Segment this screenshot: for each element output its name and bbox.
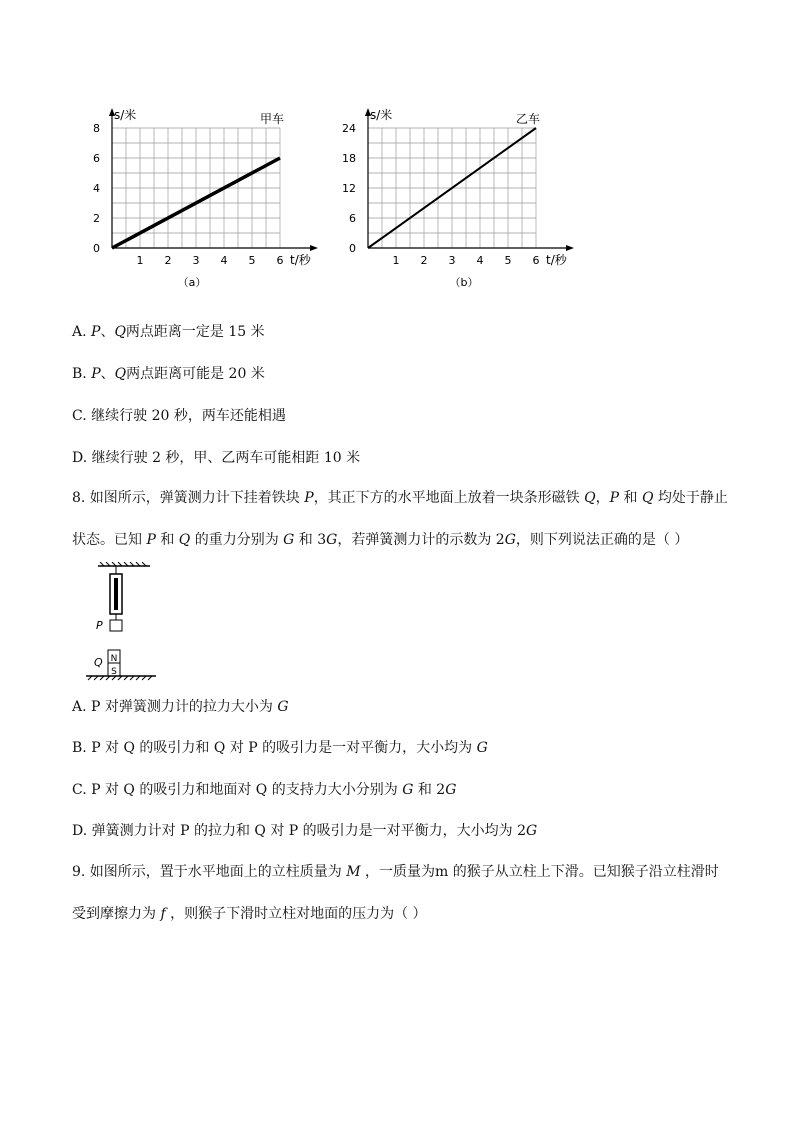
q7-option-c: C. 继续行驶 20 秒，两车还能相遇 xyxy=(72,408,286,424)
q8-option-d xyxy=(72,821,537,841)
magnet-s-label: S xyxy=(111,667,117,677)
q8-l1-t4: 和 xyxy=(619,490,642,506)
chart-a-title: 甲车 xyxy=(260,112,285,126)
q8-stem-line2 xyxy=(72,530,688,550)
q9-stem-line1 xyxy=(72,862,719,882)
q9-stem-line2 xyxy=(72,904,427,924)
q8-l2-t1: 状态。已知 xyxy=(72,532,147,548)
q8-l1-t5: 均处于静止 xyxy=(653,490,728,506)
q9-l1-m: M xyxy=(346,864,361,880)
q8-l2-t2: 和 xyxy=(155,532,179,548)
q8-l2-q: Q xyxy=(178,532,191,548)
x-tick-label: 6 xyxy=(532,254,540,267)
x-tick-label: 4 xyxy=(476,254,484,267)
chart-a-ticks xyxy=(93,122,284,267)
chart-b-caption: （b） xyxy=(449,276,479,289)
x-tick-label: 4 xyxy=(220,254,228,267)
q7-a-text: 两点距离一定是 15 米 xyxy=(125,324,265,340)
x-axis-arrow xyxy=(310,245,318,251)
q8-l1-p: P xyxy=(304,490,314,506)
y-tick-label: 12 xyxy=(342,182,356,195)
q7-b-p: P xyxy=(91,366,101,382)
q9-l1-t2: ，一质量为m 的猴子从立柱上下滑。已知猴子沿立柱滑时 xyxy=(360,864,719,880)
x-axis-arrow xyxy=(566,245,574,251)
x-tick-label: 3 xyxy=(448,254,456,267)
q8-d-text: D. 弹簧测力计对 P 的拉力和 Q 对 P 的吸引力是一对平衡力，大小均为 2 xyxy=(72,823,527,839)
q8-l1-t2: ，其正下方的水平地面上放着一块条形磁铁 xyxy=(313,490,585,506)
q7-a-sep: 、 xyxy=(100,324,115,340)
q8-l1-t1: 8. 如图所示，弹簧测力计下挂着铁块 xyxy=(72,490,305,506)
q7-b-q: Q xyxy=(114,366,127,382)
x-tick-label: 1 xyxy=(136,254,144,267)
label-p: P xyxy=(96,619,103,632)
x-tick-label: 6 xyxy=(276,254,284,267)
q9-l2-t1: 受到摩擦力为 xyxy=(72,906,161,922)
y-tick-label: 4 xyxy=(93,182,100,195)
q8-l1-q2: Q xyxy=(641,490,654,506)
q9-l2-f: f xyxy=(160,906,166,922)
y-tick-label: 6 xyxy=(93,152,100,165)
y-tick-label: 18 xyxy=(342,152,356,165)
x-tick-label: 2 xyxy=(420,254,428,267)
q8-b-g: G xyxy=(476,740,488,756)
x-tick-label: 5 xyxy=(248,254,256,267)
q8-stem-line1 xyxy=(72,488,728,508)
q8-l2-g2: G xyxy=(326,532,338,548)
q8-l1-t3: ， xyxy=(595,490,610,506)
q7-a-q: Q xyxy=(114,324,126,340)
q8-c-g2: G xyxy=(445,782,457,798)
y-tick-label: 2 xyxy=(93,212,100,225)
q7-b-sep: 、 xyxy=(100,366,115,382)
q8-l1-q: Q xyxy=(584,490,596,506)
q7-a-p: P xyxy=(91,324,101,340)
q9-l2-t2: ，则猴子下滑时立柱对地面的压力为（ ） xyxy=(165,906,427,922)
chart-a-axes xyxy=(109,108,318,251)
chart-a-caption: （a） xyxy=(177,276,207,289)
q7-option-d: D. 继续行驶 2 秒，甲、乙两车可能相距 10 米 xyxy=(72,450,361,466)
q7-b-text: 两点距离可能是 20 米 xyxy=(126,366,265,382)
q8-l2-t6: ，则下列说法正确的是（ ） xyxy=(515,532,689,548)
iron-block-p xyxy=(110,620,122,631)
x-tick-label: 3 xyxy=(192,254,200,267)
label-q: Q xyxy=(94,656,103,669)
q8-figure xyxy=(86,562,166,688)
q8-d-g: G xyxy=(526,823,538,839)
x-tick-label: 1 xyxy=(392,254,400,267)
q7-option-a xyxy=(72,322,265,342)
q8-l2-t4: 和 3 xyxy=(294,532,327,548)
q8-l2-g3: G xyxy=(504,532,516,548)
y-tick-label: 8 xyxy=(93,122,100,135)
chart-b xyxy=(336,98,576,298)
q7-b-prefix: B. xyxy=(72,366,92,382)
q8-a-g: G xyxy=(277,699,289,715)
chart-b-xlabel: t/秒 xyxy=(546,253,567,267)
q8-l2-t5: ，若弹簧测力计的示数为 2 xyxy=(337,532,505,548)
q8-a-text: A. P 对弹簧测力计的拉力大小为 xyxy=(72,699,278,715)
q8-option-a xyxy=(72,697,289,717)
x-tick-label: 2 xyxy=(164,254,172,267)
magnet-n-label: N xyxy=(110,654,118,664)
chart-b-title: 乙车 xyxy=(516,112,541,126)
q8-option-c xyxy=(72,780,456,800)
q8-option-b xyxy=(72,738,488,758)
q8-l2-g: G xyxy=(283,532,295,548)
y-tick-label: 6 xyxy=(349,212,356,225)
chart-b-ylabel: s/米 xyxy=(370,108,393,122)
q8-l1-p2: P xyxy=(609,490,620,506)
q8-l2-t3: 的重力分别为 xyxy=(190,532,284,548)
y-tick-label: 24 xyxy=(342,122,356,135)
q8-c-text: C. P 对 Q 的吸引力和地面对 Q 的支持力大小分别为 xyxy=(72,782,403,798)
q8-b-text: B. P 对 Q 的吸引力和 Q 对 P 的吸引力是一对平衡力，大小均为 xyxy=(72,740,477,756)
q7-option-b xyxy=(72,364,265,384)
q7-a-prefix: A. xyxy=(72,324,92,340)
chart-a-ylabel: s/米 xyxy=(114,108,137,122)
chart-b-axes xyxy=(365,108,574,251)
spring-scale-coil xyxy=(114,578,118,610)
x-tick-label: 5 xyxy=(504,254,512,267)
q8-c-g: G xyxy=(402,782,414,798)
y-tick-label: 0 xyxy=(93,242,100,255)
chart-a-grid xyxy=(112,128,280,248)
q9-l1-t1: 9. 如图所示，置于水平地面上的立柱质量为 xyxy=(72,864,347,880)
chart-a xyxy=(80,98,320,298)
q8-c-text2: 和 2 xyxy=(413,782,446,798)
chart-a-xlabel: t/秒 xyxy=(290,253,311,267)
y-tick-label: 0 xyxy=(349,242,356,255)
q8-l2-p: P xyxy=(146,532,156,548)
